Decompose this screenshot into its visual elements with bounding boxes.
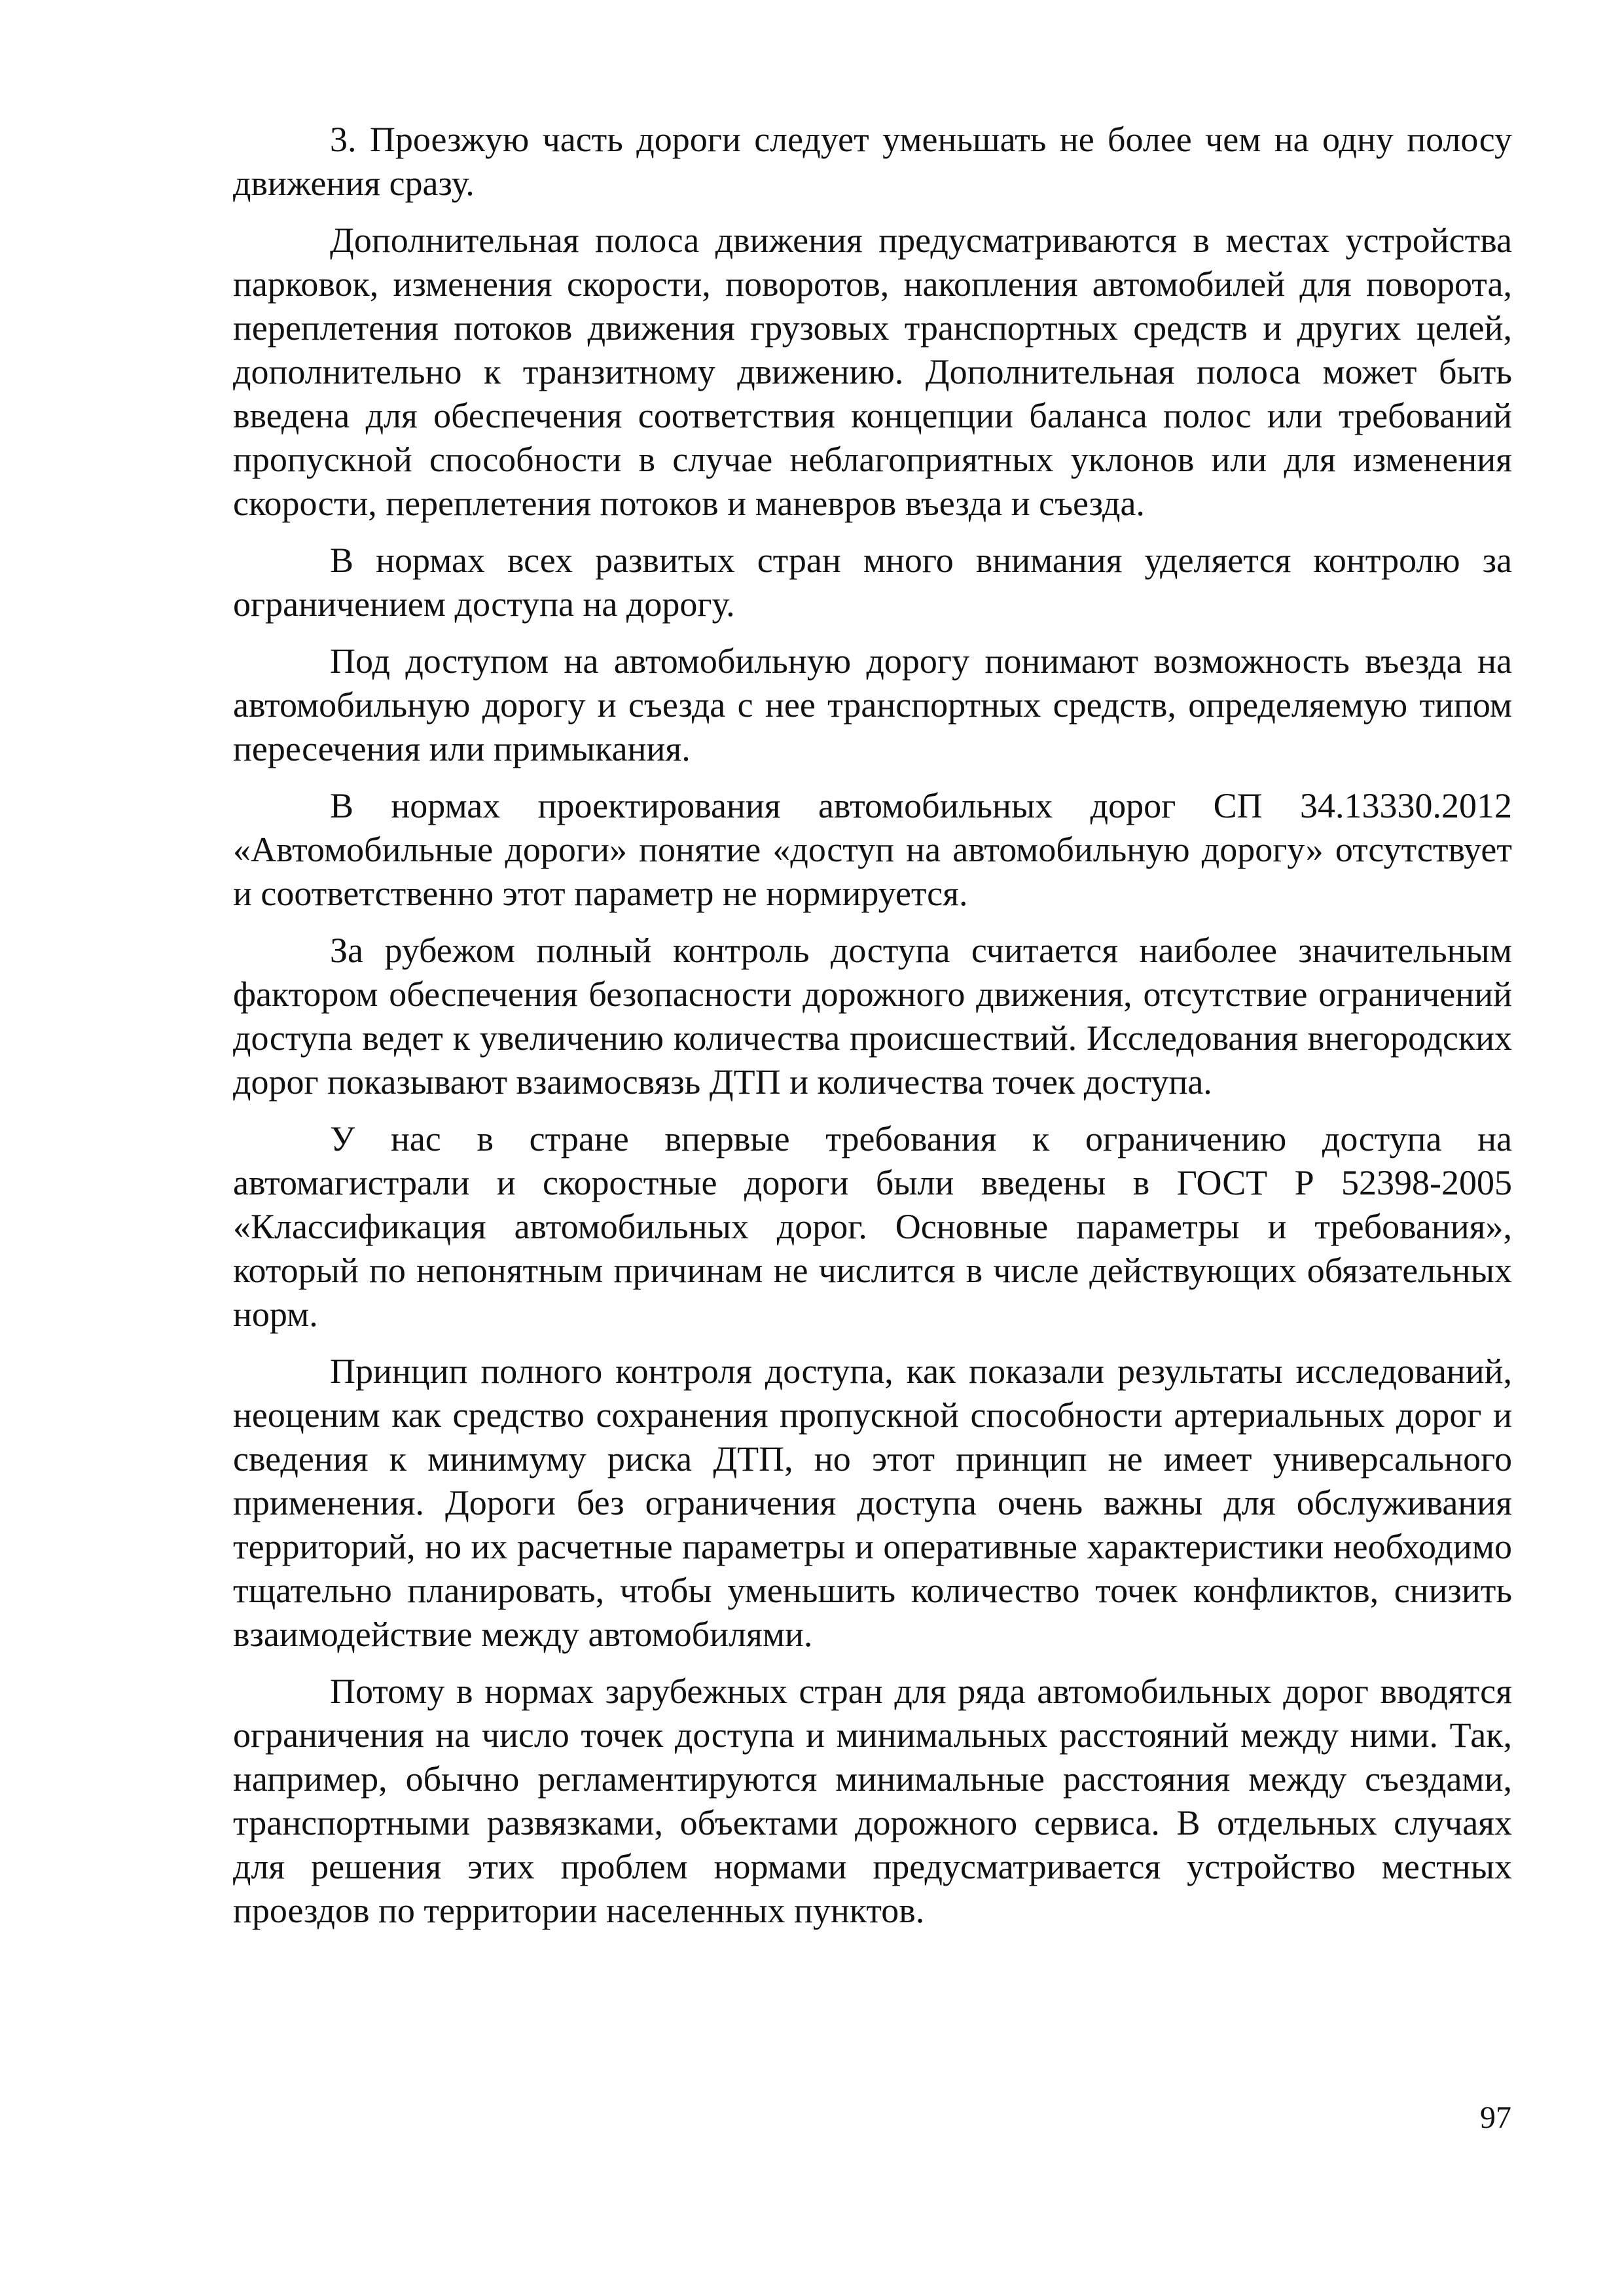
paragraph-foreign-restrictions: Потому в нормах зарубежных стран для ряда автомобильных дорог вводятся ограничения на число точек доступа и минимальных расстояний между ними. Так, например, обычно регламентируются минимальные расстояния между съездами, транспортными развязками, объектами дорожного сервиса. В отдельных случаях для решения этих проблем нормами предусматривается устройство местных проездов по территории населенных пунктов.	[233, 1672, 1512, 1930]
paragraph-access-control-norms: В нормах всех развитых стран много внимания уделяется контролю за ограничением доступа на дорогу.	[233, 541, 1512, 624]
paragraph-additional-lane: Дополнительная полоса движения предусматриваются в местах устройства парковок, изменения скорости, поворотов, накопления автомобилей для поворота, переплетения потоков движения грузовых транспортных средств и других целей, дополнительно к транзитному движению. Дополнительная полоса может быть введена для обеспечения соответствия концепции баланса полос или требований пропускной способности в случае неблагоприятных уклонов или для изменения скорости, переплетения потоков и маневров въезда и съезда.	[233, 221, 1512, 523]
paragraph-gost: У нас в стране впервые требования к ограничению доступа на автомагистрали и скоростные дороги были введены в ГОСТ Р 52398-2005 «Классификация автомобильных дорог. Основные параметры и требования», который по непонятным причинам не числится в числе действующих обязательных норм.	[233, 1119, 1512, 1334]
page-number: 97	[1480, 2100, 1511, 2135]
paragraph-lane-reduction: 3. Проезжую часть дороги следует уменьшать не более чем на одну полосу движения сразу.	[233, 120, 1512, 203]
paragraph-access-definition: Под доступом на автомобильную дорогу понимают возможность въезда на автомобильную дорогу и съезда с нее транспортных средств, определяемую типом пересечения или примыкания.	[233, 641, 1512, 768]
paragraph-foreign-practice: За рубежом полный контроль доступа считается наиболее значительным фактором обеспечения безопасности дорожного движения, отсутствие ограничений доступа ведет к увеличению количества происшествий. Исследования внегородских дорог показывают взаимосвязь ДТП и количества точек доступа.	[233, 931, 1512, 1102]
paragraph-full-access-control: Принцип полного контроля доступа, как показали результаты исследований, неоценим как средство сохранения пропускной способности артериальных дорог и сведения к минимуму риска ДТП, но этот принцип не имеет универсального применения. Дороги без ограничения доступа очень важны для обслуживания территорий, но их расчетные параметры и оперативные характеристики необходимо тщательно планировать, чтобы уменьшить количество точек конфликтов, снизить взаимодействие между автомобилями.	[233, 1352, 1512, 1654]
paragraph-sp-norms: В нормах проектирования автомобильных дорог СП 34.13330.2012 «Автомобильные дороги» понятие «доступ на автомобильную дорогу» отсутствует и соответственно этот параметр не нормируется.	[233, 786, 1512, 913]
body-text	[233, 118, 1512, 1946]
